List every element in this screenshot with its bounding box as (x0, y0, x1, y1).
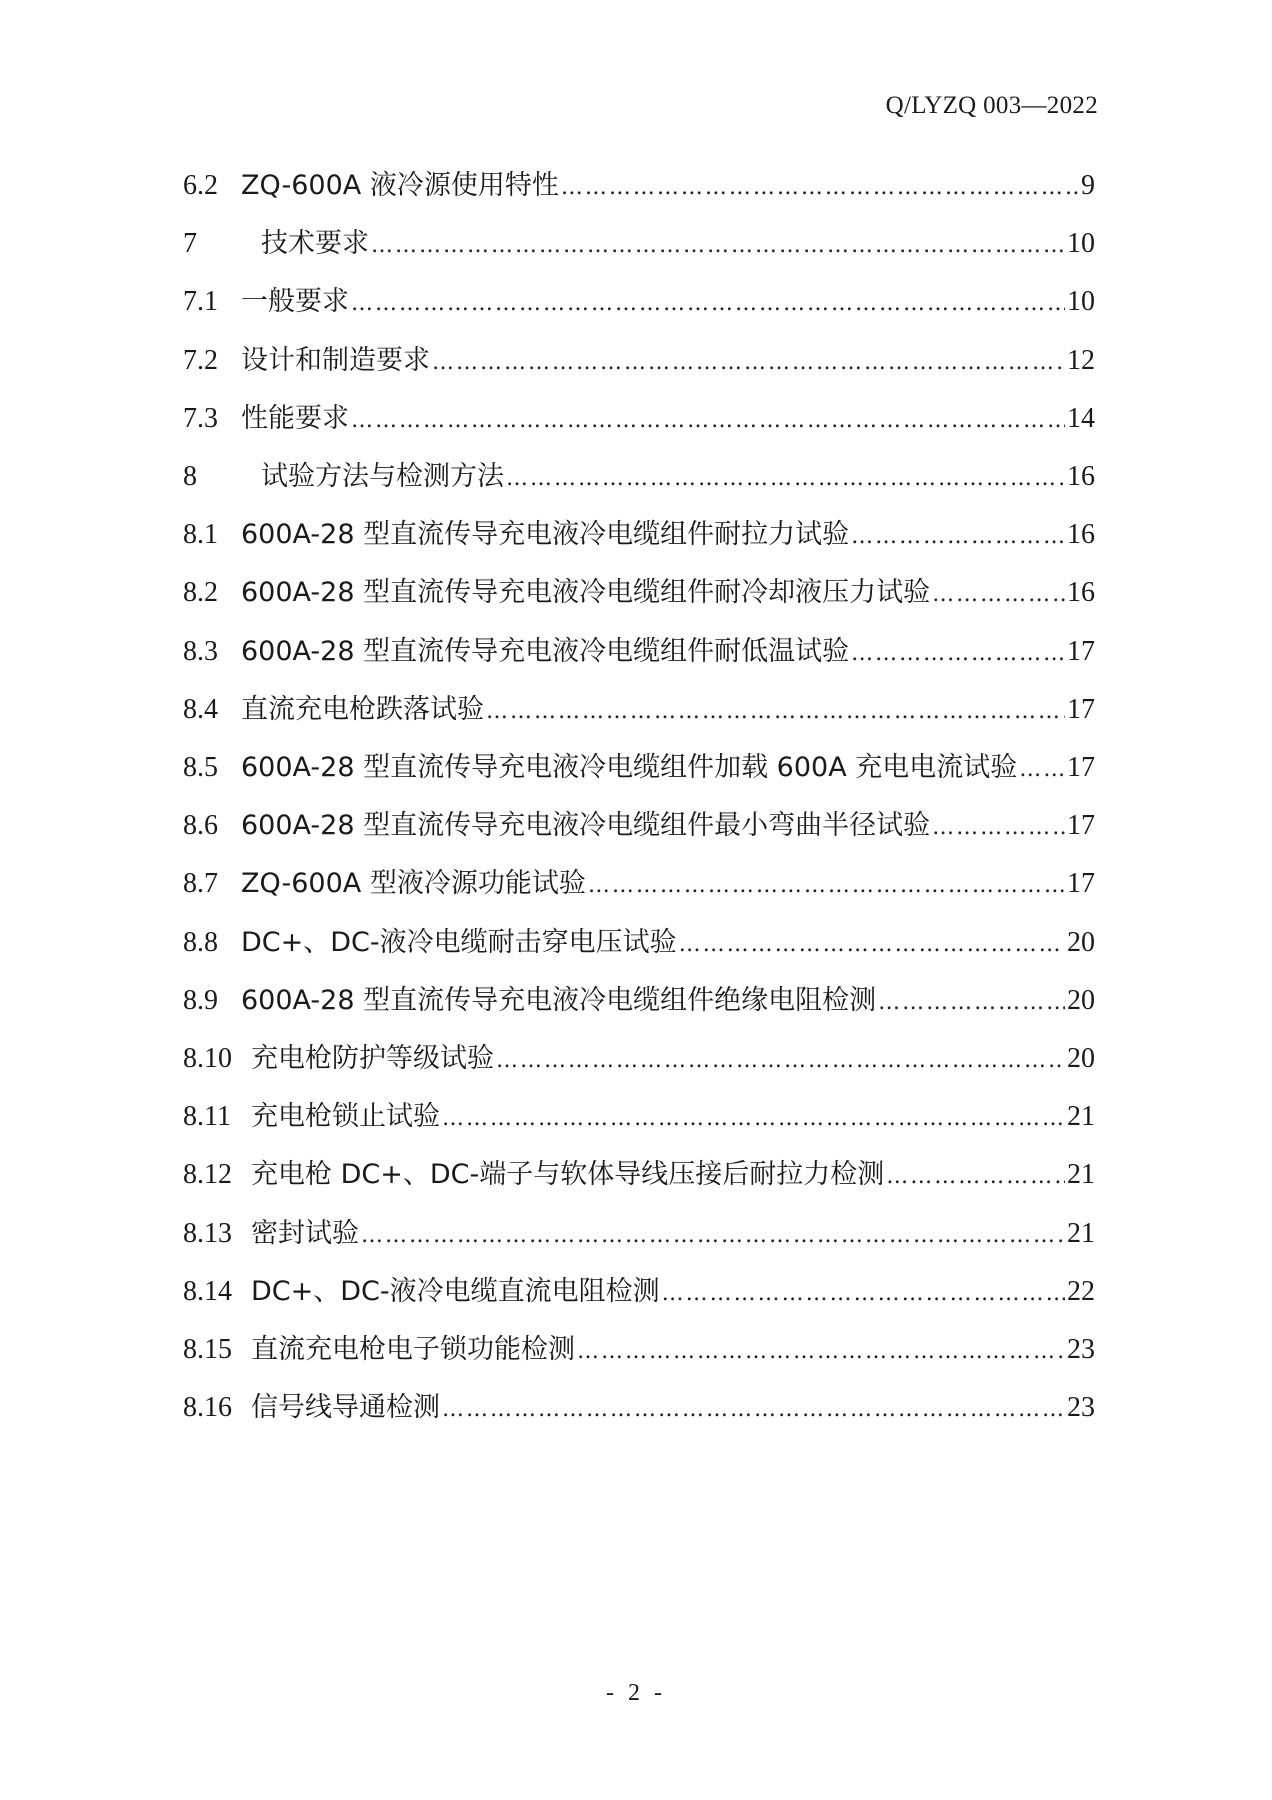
toc-entry[interactable] (183, 923, 1095, 963)
toc-entry-number: 8.16 (183, 1392, 232, 1424)
toc-entry-number: 8.13 (183, 1217, 232, 1249)
toc-entry[interactable] (183, 690, 1095, 730)
toc-dot-leader (496, 1041, 1065, 1081)
toc-entry[interactable] (183, 282, 1095, 322)
toc-entry[interactable] (183, 1330, 1095, 1370)
toc-entry-page: 10 (1067, 286, 1095, 318)
toc-entry[interactable] (183, 573, 1095, 613)
toc-entry-title: 一般要求 (241, 286, 349, 318)
toc-entry-number: 8.10 (183, 1043, 232, 1074)
toc-entry-page: 9 (1081, 170, 1095, 201)
toc-entry-title: 600A-28 型直流传导充电液冷电缆组件加载 600A 充电电流试验 (241, 752, 1018, 783)
toc-entry-title: 试验方法与检测方法 (261, 461, 504, 492)
toc-entry[interactable] (183, 1155, 1095, 1195)
toc-entry-number: 8.4 (183, 693, 218, 725)
toc-entry[interactable] (183, 457, 1095, 497)
toc-entry-title: ZQ-600A 液冷源使用特性 (241, 170, 559, 201)
toc-entry-number: 8.9 (183, 984, 218, 1016)
toc-entry[interactable] (183, 748, 1095, 788)
toc-entry-title: 充电枪 DC+、DC-端子与软体导线压接后耐拉力检测 (251, 1159, 885, 1191)
toc-entry-page: 20 (1067, 984, 1095, 1016)
toc-entry-number: 7.3 (183, 402, 218, 434)
toc-dot-leader (588, 866, 1065, 906)
toc-entry-number: 8.3 (183, 635, 218, 667)
toc-entry-page: 20 (1067, 926, 1095, 958)
toc-entry-number: 7 (183, 228, 197, 260)
toc-entry-title: 充电枪防护等级试验 (251, 1043, 494, 1074)
toc-entry-page: 21 (1067, 1159, 1095, 1191)
toc-entry[interactable] (183, 224, 1095, 264)
toc-entry-page: 17 (1067, 693, 1095, 725)
toc-dot-leader (442, 1390, 1065, 1430)
toc-entry-title: 600A-28 型直流传导充电液冷电缆组件最小弯曲半径试验 (241, 810, 931, 842)
toc-entry[interactable] (183, 1272, 1095, 1312)
toc-entry-number: 8.8 (183, 926, 218, 958)
toc-entry-title: 600A-28 型直流传导充电液冷电缆组件绝缘电阻检测 (241, 984, 877, 1016)
toc-dot-leader (351, 401, 1065, 441)
toc-entry-page: 16 (1067, 577, 1095, 609)
toc-dot-leader (371, 226, 1065, 266)
toc-dot-leader (1019, 750, 1065, 790)
toc-entry-page: 14 (1067, 402, 1095, 434)
toc-entry[interactable] (183, 166, 1095, 206)
toc-entry-page: 21 (1067, 1101, 1095, 1133)
toc-entry-page: 21 (1067, 1217, 1095, 1249)
toc-entry-title: 信号线导通检测 (251, 1392, 440, 1424)
toc-entry-title: 性能要求 (241, 402, 349, 434)
toc-entry-page: 10 (1067, 228, 1095, 260)
toc-entry-title: 技术要求 (261, 228, 369, 260)
toc-entry-title: DC+、DC-液冷电缆耐击穿电压试验 (241, 926, 677, 958)
toc-entry-number: 8.15 (183, 1334, 232, 1365)
toc-entry[interactable] (183, 1388, 1095, 1428)
toc-entry-page: 23 (1067, 1334, 1095, 1365)
toc-dot-leader (886, 1157, 1065, 1197)
toc-dot-leader (361, 1216, 1065, 1256)
toc-dot-leader (932, 575, 1065, 615)
toc-entry[interactable] (183, 1214, 1095, 1254)
toc-entry-page: 22 (1067, 1275, 1095, 1307)
toc-dot-leader (679, 925, 1065, 965)
toc-entry-page: 20 (1067, 1043, 1095, 1074)
toc-entry-title: 直流充电枪电子锁功能检测 (251, 1334, 575, 1365)
toc-entry[interactable] (183, 864, 1095, 904)
toc-dot-leader (851, 634, 1065, 674)
toc-entry-title: 充电枪锁止试验 (251, 1101, 440, 1133)
toc-entry-number: 8.6 (183, 810, 218, 842)
toc-entry-page: 16 (1067, 461, 1095, 492)
toc-entry-title: ZQ-600A 型液冷源功能试验 (241, 868, 586, 900)
toc-entry-number: 8.5 (183, 752, 218, 783)
toc-entry[interactable] (183, 806, 1095, 846)
toc-entry-number: 8.7 (183, 868, 218, 900)
toc-entry-title: 设计和制造要求 (241, 344, 430, 376)
document-code: Q/LYZQ 003—2022 (885, 92, 1098, 119)
toc-entry-page: 17 (1067, 810, 1095, 842)
toc-dot-leader (878, 983, 1065, 1023)
toc-entry-title: 600A-28 型直流传导充电液冷电缆组件耐拉力试验 (241, 519, 850, 551)
toc-entry-title: 600A-28 型直流传导充电液冷电缆组件耐低温试验 (241, 635, 850, 667)
toc-entry-number: 8.1 (183, 519, 218, 551)
toc-entry[interactable] (183, 981, 1095, 1021)
toc-entry-page: 17 (1067, 752, 1095, 783)
toc-entry-page: 17 (1067, 635, 1095, 667)
toc-entry-number: 8.2 (183, 577, 218, 609)
toc-entry-number: 8.11 (183, 1101, 231, 1133)
toc-entry-page: 23 (1067, 1392, 1095, 1424)
toc-dot-leader (486, 692, 1065, 732)
toc-dot-leader (577, 1332, 1065, 1372)
toc-entry[interactable] (183, 341, 1095, 381)
toc-entry-number: 8.12 (183, 1159, 232, 1191)
toc-entry-number: 7.1 (183, 286, 218, 318)
toc-dot-leader (432, 343, 1065, 383)
toc-entry-number: 8.14 (183, 1275, 232, 1307)
toc-dot-leader (442, 1099, 1065, 1139)
toc-entry-title: 600A-28 型直流传导充电液冷电缆组件耐冷却液压力试验 (241, 577, 931, 609)
toc-dot-leader (662, 1274, 1065, 1314)
toc-dot-leader (351, 284, 1065, 324)
toc-entry[interactable] (183, 632, 1095, 672)
toc-entry[interactable] (183, 399, 1095, 439)
toc-entry-page: 12 (1067, 344, 1095, 376)
toc-dot-leader (851, 517, 1065, 557)
toc-entry-title: DC+、DC-液冷电缆直流电阻检测 (251, 1275, 660, 1307)
toc-dot-leader (932, 808, 1065, 848)
toc-entry-page: 16 (1067, 519, 1095, 551)
toc-dot-leader (506, 459, 1065, 499)
toc-entry[interactable] (183, 1039, 1095, 1079)
toc-dot-leader (561, 168, 1079, 208)
toc-entry-number: 6.2 (183, 170, 218, 201)
toc-entry-number: 7.2 (183, 344, 218, 376)
toc-entry-number: 8 (183, 461, 197, 492)
toc-entry-page: 17 (1067, 868, 1095, 900)
toc-entry[interactable] (183, 1097, 1095, 1137)
toc-entry[interactable] (183, 515, 1095, 555)
toc-entry-title: 密封试验 (251, 1217, 359, 1249)
toc-entry-title: 直流充电枪跌落试验 (241, 693, 484, 725)
page-number: - 2 - (606, 1680, 666, 1706)
